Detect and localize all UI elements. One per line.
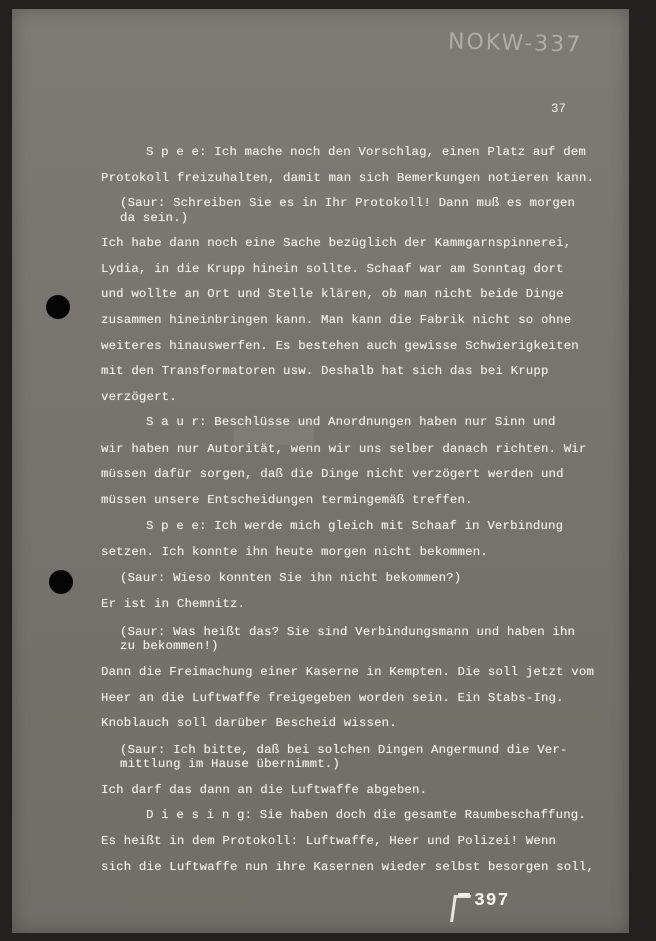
stamp-mark [450,895,471,922]
text-line: müssen unsere Entscheidungen termingemäß treffen. [101,493,473,507]
text-line: (Saur: Ich bitte, daß bei solchen Dingen Angermund die Ver- [120,743,568,757]
text-line: sich die Luftwaffe nun ihre Kasernen wieder selbst besorgen soll, [101,860,595,874]
text-line: Protokoll freizuhalten, damit man sich Bemerkungen notieren kann. [101,171,595,185]
text-line: S p e e: Ich mache noch den Vorschlag, einen Platz auf dem [146,145,586,159]
text-line: Heer an die Luftwaffe freigegeben worden sein. Ein Stabs-Ing. [101,691,564,705]
text-line: Knoblauch soll darüber Bescheid wissen. [101,716,397,730]
text-line: Lydia, in die Krupp hinein sollte. Schaaf war am Sonntag dort [101,262,564,276]
text-line: und wollte an Ort und Stelle klären, ob man nicht beide Dinge [101,287,564,301]
text-line: (Saur: Schreiben Sie es in Ihr Protokoll! Dann muß es morgen [120,196,576,210]
text-line: da sein.) [120,211,189,225]
punch-hole [46,295,70,319]
text-line: D i e s i n g: Sie haben doch die gesamte Raumbeschaffung. [146,808,586,822]
text-line: Es heißt in dem Protokoll: Luftwaffe, Heer und Polizei! Wenn [101,834,557,848]
text-line: Ich habe dann noch eine Sache bezüglich der Kammgarnspinnerei, [101,236,572,250]
text-line: Dann die Freimachung einer Kaserne in Kempten. Die soll jetzt vom [101,665,595,679]
text-line: weiteres hinauswerfen. Es bestehen auch gewisse Schwierigkeiten [101,339,579,353]
text-line: zusammen hineinbringen kann. Man kann die Fabrik nicht so ohne [101,313,572,327]
text-line: (Saur: Was heißt das? Sie sind Verbindungsmann und haben ihn [120,625,576,639]
stamp-number: 397 [474,891,510,911]
text-line: wir haben nur Autorität, wenn wir uns selber danach richten. Wir [101,442,587,456]
text-line: müssen dafür sorgen, daß die Dinge nicht verzögert werden und [101,467,564,481]
paper-sheet [12,9,629,933]
text-line: S a u r: Beschlüsse und Anordnungen haben nur Sinn und [146,415,556,429]
text-line: Er ist in Chemnitz. [101,597,246,611]
text-line: mit den Transformatoren usw. Deshalb hat sich das bei Krupp [101,364,549,378]
page-number: 37 [551,102,567,116]
text-line: verzögert. [101,390,177,404]
text-line: setzen. Ich konnte ihn heute morgen nicht bekommen. [101,545,488,559]
text-line: S p e e: Ich werde mich gleich mit Schaaf in Verbindung [146,519,564,533]
punch-hole [49,570,73,594]
text-line: Ich darf das dann an die Luftwaffe abgeben. [101,783,428,797]
archive-reference: NOKW-337 [447,29,583,58]
text-line: (Saur: Wieso konnten Sie ihn nicht bekommen?) [120,571,462,585]
text-line: mittlung im Hause übernimmt.) [120,757,340,771]
text-line: zu bekommen!) [120,639,219,653]
